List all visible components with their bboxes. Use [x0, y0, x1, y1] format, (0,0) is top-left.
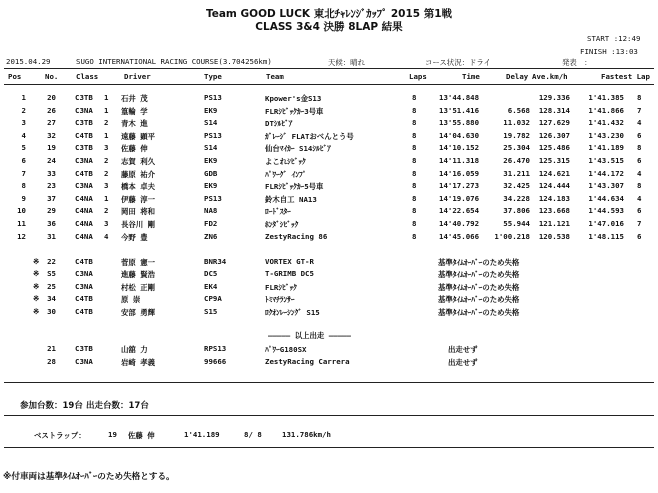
result-class-pos: 2: [104, 118, 109, 128]
result-pos: 12: [17, 231, 26, 241]
result-driver: 石井 茂: [121, 94, 148, 103]
result-delay: 19.782: [503, 130, 530, 140]
result-type: EK9: [204, 181, 218, 191]
result-fastest-lap-no: 6: [637, 156, 642, 165]
result-ave: 125.315: [538, 156, 570, 165]
col-fastest: Fastest Lap: [601, 72, 650, 81]
result-row: [0, 143, 658, 155]
dns-note: 出走せず: [448, 358, 478, 367]
result-fastest-lap: 1'41.189: [588, 143, 624, 153]
best-lap-speed: 131.786km/h: [282, 430, 331, 439]
disqualified-row: [0, 294, 658, 306]
result-class: C3NA: [75, 105, 93, 115]
result-fastest-lap-no: 4: [637, 118, 642, 128]
result-ave: 124.621: [538, 168, 570, 178]
start-time: START :12:49: [587, 34, 641, 43]
result-class: C3TB: [75, 93, 93, 102]
result-team: 仙台ﾏｲｶｰ S14ｼﾙﾋﾞｱ: [265, 144, 331, 154]
result-delay: 11.032: [503, 118, 530, 128]
result-fastest-lap-no: 6: [637, 231, 642, 241]
result-pos: 2: [21, 105, 26, 115]
best-lap-driver: 佐藤 伸: [128, 431, 155, 440]
result-time: 14'17.273: [439, 181, 480, 191]
result-class: C4NA: [75, 219, 93, 228]
dq-note: 基準ﾀｲﾑｵｰﾊﾞｰのため失格: [438, 295, 520, 305]
dq-no: 22: [47, 257, 56, 266]
dq-note: 基準ﾀｲﾑｵｰﾊﾞｰのため失格: [438, 270, 520, 280]
result-team: Kpower's金S13: [265, 94, 322, 103]
footnote: ※付車両は基準ﾀｲﾑｵｰﾊﾞｰのため失格とする。: [3, 472, 175, 482]
started-separator: ――――― 以上出走 ―――――: [268, 331, 351, 340]
result-fastest-lap: 1'41.432: [588, 118, 624, 128]
dq-type: CP9A: [204, 294, 222, 304]
dq-class: C3NA: [75, 281, 93, 291]
result-subtitle: CLASS 3&4 決勝 8LAP 結果: [255, 21, 403, 33]
result-row: [0, 118, 658, 130]
result-fastest-lap: 1'48.115: [588, 231, 624, 241]
result-delay: 34.228: [503, 193, 530, 203]
result-row: [0, 206, 658, 218]
result-class-pos: 2: [104, 206, 109, 216]
dq-type: EK4: [204, 281, 218, 291]
dq-note: 基準ﾀｲﾑｵｰﾊﾞｰのため失格: [438, 258, 520, 267]
result-delay: 25.304: [503, 143, 530, 153]
result-time: 14'16.059: [439, 168, 480, 178]
result-class-pos: 4: [104, 231, 109, 241]
result-type: S14: [204, 118, 218, 128]
best-lap-time: 1'41.189: [184, 430, 220, 439]
result-no: 20: [47, 93, 56, 102]
dq-team: VORTEX GT-R: [265, 257, 314, 266]
dq-mark: ※: [33, 294, 40, 304]
dq-no: 34: [47, 294, 56, 304]
dq-no: 25: [47, 281, 56, 291]
col-class: Class: [76, 72, 99, 81]
result-laps: 8: [412, 206, 417, 216]
result-class: C4NA: [75, 193, 93, 203]
result-delay: 1'00.218: [494, 231, 530, 241]
dq-type: S15: [204, 306, 218, 316]
result-team: ﾛｰﾄﾞｽﾀｰ: [265, 207, 291, 217]
result-laps: 8: [412, 156, 417, 165]
dq-driver: 原 崇: [121, 295, 141, 305]
result-ave: 129.336: [538, 93, 570, 102]
result-driver: 青木 進: [121, 119, 148, 129]
result-class: C4NA: [75, 206, 93, 216]
dq-driver: 安部 勇輝: [121, 307, 156, 317]
published-label: 発表 ：: [562, 58, 592, 67]
dns-team: ﾊﾟﾜｰG180SX: [265, 345, 307, 354]
result-class: C3NA: [75, 181, 93, 191]
result-time: 14'11.318: [439, 156, 480, 165]
dq-mark: ※: [33, 281, 40, 291]
race-date: 2015.04.29: [6, 57, 51, 66]
result-fastest-lap-no: 8: [637, 181, 642, 191]
result-laps: 8: [412, 93, 417, 102]
result-class: C4TB: [75, 168, 93, 178]
result-class-pos: 3: [104, 181, 109, 191]
weather: 天候：晴れ: [328, 58, 365, 67]
result-ave: 120.538: [538, 231, 570, 241]
result-no: 36: [47, 219, 56, 228]
result-laps: 8: [412, 231, 417, 241]
result-class-pos: 1: [104, 193, 109, 203]
result-pos: 9: [21, 193, 26, 203]
result-class: C3NA: [75, 156, 93, 165]
result-no: 19: [47, 143, 56, 153]
result-team: 鈴木自工 NA13: [265, 194, 317, 204]
result-time: 14'04.630: [439, 130, 480, 140]
disqualified-row: [0, 269, 658, 281]
result-pos: 10: [17, 206, 26, 216]
result-driver: 遠藤 顕平: [121, 131, 156, 141]
result-fastest-lap-no: 8: [637, 143, 642, 153]
result-driver: 橋本 卓夫: [121, 182, 156, 192]
result-row: [0, 219, 658, 231]
result-row: [0, 106, 658, 118]
result-no: 31: [47, 231, 56, 241]
result-time: 13'55.880: [439, 118, 480, 128]
col-type: Type: [204, 72, 222, 81]
dq-mark: ※: [33, 257, 40, 266]
result-ave: 128.314: [538, 105, 570, 115]
result-fastest-lap: 1'44.172: [588, 168, 624, 178]
dq-team: ﾄﾐﾏﾁﾗﾝｻｰ: [265, 295, 295, 305]
result-laps: 8: [412, 130, 417, 140]
summary-rule-mid: [4, 415, 654, 416]
course-condition: コース状況：ドライ: [425, 58, 491, 67]
result-class: C4TB: [75, 130, 93, 140]
result-pos: 1: [21, 93, 26, 102]
result-time: 14'10.152: [439, 143, 480, 153]
result-pos: 7: [21, 168, 26, 178]
result-no: 29: [47, 206, 56, 216]
col-driver: Driver: [124, 72, 151, 81]
result-title: Team GOOD LUCK 東北ﾁｬﾚﾝｼﾞｶｯﾌﾟ 2015 第1戦: [205, 8, 453, 20]
result-driver: 藤原 祐介: [121, 169, 156, 179]
result-time: 13'44.848: [439, 93, 480, 102]
result-no: 37: [47, 193, 56, 203]
dns-team: ZestyRacing Carrera: [265, 357, 350, 366]
dq-class: C4TB: [75, 257, 93, 266]
dq-driver: 進藤 賢浩: [121, 270, 156, 280]
result-fastest-lap-no: 7: [637, 105, 642, 115]
result-row: [0, 232, 658, 244]
column-header-row: [0, 72, 658, 84]
dq-note: 基準ﾀｲﾑｵｰﾊﾞｰのため失格: [438, 282, 520, 292]
result-laps: 8: [412, 219, 417, 228]
result-class-pos: 1: [104, 105, 109, 115]
result-no: 32: [47, 130, 56, 140]
result-team: ﾎﾝﾀﾞｼﾋﾞｯｸ: [265, 220, 299, 229]
result-pos: 3: [21, 118, 26, 128]
header-rule-bottom: [4, 84, 654, 85]
dq-no: 30: [47, 306, 56, 316]
dns-row: [0, 344, 658, 356]
result-time: 14'40.792: [439, 219, 480, 228]
result-ave: 121.121: [538, 219, 570, 228]
dq-no: S5: [47, 269, 56, 279]
result-fastest-lap: 1'43.307: [588, 181, 624, 191]
result-type: PS13: [204, 193, 222, 203]
venue: SUGO INTERNATIONAL RACING COURSE(3.704256km): [76, 57, 272, 66]
result-time: 14'45.066: [439, 231, 480, 241]
result-fastest-lap: 1'43.230: [588, 130, 624, 140]
result-pos: 11: [17, 219, 26, 228]
col-team: Team: [266, 72, 284, 81]
result-type: FD2: [204, 219, 218, 228]
result-delay: 37.806: [503, 206, 530, 216]
result-row: [0, 194, 658, 206]
result-driver: 篁輪 学: [121, 106, 148, 116]
result-laps: 8: [412, 181, 417, 191]
dq-driver: 菅原 憲一: [121, 258, 156, 267]
col-delay: Delay: [506, 72, 529, 81]
result-row: [0, 93, 658, 105]
dns-no: 21: [47, 344, 56, 353]
dq-type: DC5: [204, 269, 218, 279]
result-fastest-lap: 1'43.515: [588, 156, 624, 165]
result-fastest-lap: 1'41.385: [588, 93, 624, 102]
result-team: DTｼﾙﾋﾞｱ: [265, 119, 293, 129]
dns-type: 99666: [204, 357, 227, 366]
result-laps: 8: [412, 143, 417, 153]
result-pos: 8: [21, 181, 26, 191]
result-fastest-lap-no: 8: [637, 93, 642, 102]
result-driver: 伊藤 淳一: [121, 194, 156, 204]
summary-rule-top: [4, 382, 654, 383]
result-fastest-lap-no: 6: [637, 206, 642, 216]
result-row: [0, 131, 658, 143]
dns-no: 28: [47, 357, 56, 366]
result-class-pos: 1: [104, 93, 109, 102]
col-pos: Pos: [8, 72, 22, 81]
col-ave: Ave.km/h: [532, 72, 568, 81]
result-row: [0, 169, 658, 181]
disqualified-row: [0, 257, 658, 269]
result-type: EK9: [204, 105, 218, 115]
result-driver: 志賀 利久: [121, 157, 156, 166]
dq-class: C4TB: [75, 306, 93, 316]
result-type: ZN6: [204, 231, 218, 241]
result-fastest-lap: 1'44.593: [588, 206, 624, 216]
result-fastest-lap: 1'47.016: [588, 219, 624, 228]
result-driver: 佐藤 伸: [121, 144, 148, 154]
best-lap-lap: 8/ 8: [244, 430, 262, 439]
result-ave: 127.629: [538, 118, 570, 128]
result-delay: 26.470: [503, 156, 530, 165]
dq-class: C4TB: [75, 294, 93, 304]
result-ave: 125.486: [538, 143, 570, 153]
dns-type: RPS13: [204, 344, 227, 353]
dq-mark: ※: [33, 306, 40, 316]
result-type: PS13: [204, 130, 222, 140]
result-fastest-lap: 1'41.866: [588, 105, 624, 115]
dq-mark: ※: [33, 269, 40, 279]
result-time: 14'19.076: [439, 193, 480, 203]
result-fastest-lap: 1'44.634: [588, 193, 624, 203]
col-laps: Laps: [409, 72, 427, 81]
result-class: C3TB: [75, 143, 93, 153]
disqualified-row: [0, 307, 658, 319]
dq-team: ﾛｸｵﾝﾚｰｼﾝｸﾞ S15: [265, 307, 320, 317]
summary-rule-bottom: [4, 447, 654, 448]
result-delay: 31.211: [503, 168, 530, 178]
dq-type: BNR34: [204, 257, 227, 266]
dns-driver: 岩崎 孝義: [121, 358, 156, 367]
dq-class: C3NA: [75, 269, 93, 279]
result-fastest-lap-no: 4: [637, 193, 642, 203]
result-no: 24: [47, 156, 56, 165]
result-no: 33: [47, 168, 56, 178]
dns-row: [0, 357, 658, 369]
dns-class: C3NA: [75, 357, 93, 366]
result-time: 14'22.654: [439, 206, 480, 216]
header-rule-top: [4, 68, 654, 69]
result-no: 23: [47, 181, 56, 191]
result-ave: 124.183: [538, 193, 570, 203]
result-laps: 8: [412, 168, 417, 178]
result-laps: 8: [412, 193, 417, 203]
dns-note: 出走せず: [448, 345, 478, 354]
result-driver: 長谷川 剛: [121, 220, 156, 229]
disqualified-row: [0, 282, 658, 294]
result-type: NA8: [204, 206, 218, 216]
result-driver: 岡田 将和: [121, 207, 156, 217]
result-laps: 8: [412, 105, 417, 115]
result-row: [0, 181, 658, 193]
result-team: FLRｼﾋﾞｯｸｶｰ5号車: [265, 182, 324, 192]
result-fastest-lap-no: 6: [637, 130, 642, 140]
result-ave: 126.307: [538, 130, 570, 140]
result-class-pos: 2: [104, 168, 109, 178]
result-class-pos: 3: [104, 219, 109, 228]
result-row: [0, 156, 658, 168]
col-time: Time: [462, 72, 480, 81]
best-lap-row: [0, 430, 658, 442]
result-pos: 5: [21, 143, 26, 153]
result-pos: 4: [21, 130, 26, 140]
result-team: FLRｼﾋﾞｯｸｶｰ3号車: [265, 106, 324, 116]
result-no: 26: [47, 105, 56, 115]
dns-class: C3TB: [75, 344, 93, 353]
result-team: ZestyRacing 86: [265, 231, 328, 241]
result-type: GDB: [204, 168, 218, 178]
finish-time: FINISH :13:03: [580, 47, 638, 56]
best-lap-label: ベストラップ：: [34, 431, 86, 440]
result-fastest-lap-no: 7: [637, 219, 642, 228]
result-class: C3TB: [75, 118, 93, 128]
result-ave: 124.444: [538, 181, 570, 191]
result-team: ﾊﾟﾜｰｸﾞ ｲﾝﾌﾟ: [265, 169, 307, 179]
result-fastest-lap-no: 4: [637, 168, 642, 178]
result-pos: 6: [21, 156, 26, 165]
result-delay: 6.568: [507, 105, 530, 115]
best-lap-no: 19: [108, 430, 117, 439]
starters-count: 出走台数：17台: [86, 401, 149, 411]
result-time: 13'51.416: [439, 105, 480, 115]
result-team: よこれｼﾋﾞｯｸ: [265, 157, 306, 166]
dq-note: 基準ﾀｲﾑｵｰﾊﾞｰのため失格: [438, 307, 520, 317]
col-no: No.: [45, 72, 59, 81]
result-class-pos: 3: [104, 143, 109, 153]
result-class-pos: 1: [104, 130, 109, 140]
entries-count: 参加台数：19台: [20, 401, 83, 411]
dq-team: T-GRIMB DC5: [265, 269, 314, 279]
result-delay: 32.425: [503, 181, 530, 191]
result-delay: 55.944: [503, 219, 530, 228]
result-class-pos: 2: [104, 156, 109, 165]
dq-team: FLRｼﾋﾞｯｸ: [265, 282, 297, 292]
dq-driver: 村松 正剛: [121, 282, 156, 292]
result-ave: 123.668: [538, 206, 570, 216]
dns-driver: 山舘 力: [121, 345, 148, 354]
result-no: 27: [47, 118, 56, 128]
result-type: PS13: [204, 93, 222, 102]
result-class: C4NA: [75, 231, 93, 241]
result-type: S14: [204, 143, 218, 153]
result-team: ｶﾞﾚｰｼﾞ FLATおべんとう号: [265, 131, 354, 141]
result-laps: 8: [412, 118, 417, 128]
result-driver: 今野 豊: [121, 232, 148, 242]
result-type: EK9: [204, 156, 218, 165]
